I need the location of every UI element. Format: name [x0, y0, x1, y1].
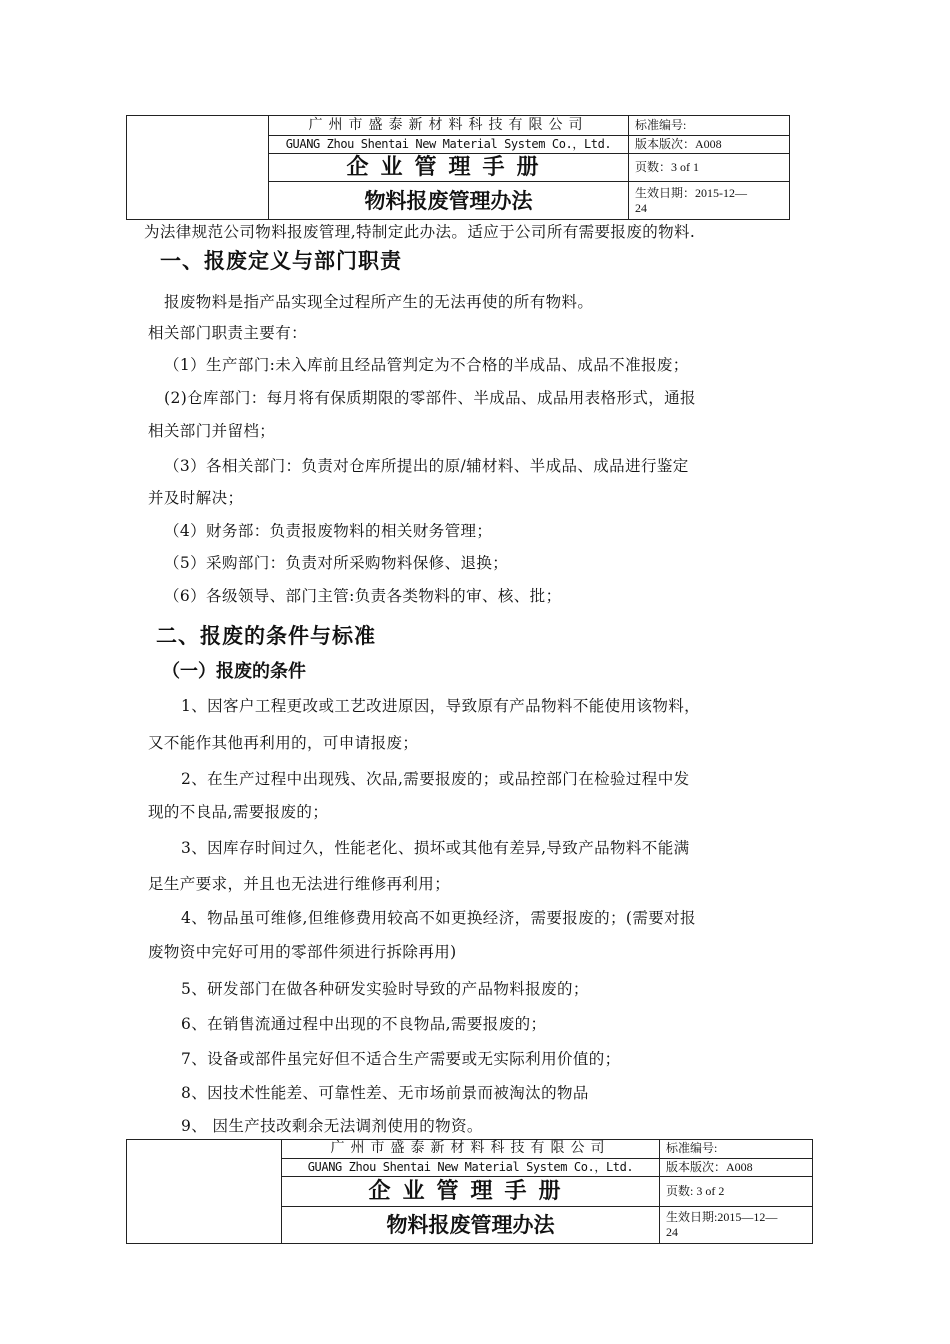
company-name-en: GUANG Zhou Shentai New Material System Co.，Ltd.	[269, 136, 629, 154]
header-table-bottom	[126, 1139, 813, 1244]
condition-4: 4、物品虽可维修,但维修费用较高不如更换经济，需要报废的；(需要对报	[181, 909, 696, 927]
condition-4-cont: 废物资中完好可用的零部件须进行拆除再用)	[148, 943, 457, 961]
page-count: 页数: 3 of 2	[660, 1177, 813, 1207]
duty-item-4: （4）财务部：负责报废物料的相关财务管理；	[164, 522, 493, 540]
duty-item-3: （3）各相关部门：负责对仓库所提出的原/辅材料、半成品、成品进行鉴定	[164, 457, 689, 475]
condition-2: 2、在生产过程中出现残、次品,需要报废的；或品控部门在检验过程中发	[181, 770, 690, 788]
condition-1-cont: 又不能作其他再利用的，可申请报废；	[148, 734, 419, 752]
condition-3-cont: 足生产要求，并且也无法进行维修再利用；	[148, 875, 451, 893]
condition-8: 8、因技术性能差、可靠性差、无市场前景而被淘汰的物品	[181, 1084, 589, 1102]
company-name-cn: 广州市盛泰新材料科技有限公司	[282, 1140, 660, 1159]
effective-date: 生效日期:2015—12— 24	[660, 1207, 813, 1244]
header-table-top	[126, 115, 790, 220]
effective-date: 生效日期：2015-12— 24	[629, 182, 790, 220]
condition-5: 5、研发部门在做各种研发实验时导致的产品物料报废的；	[181, 980, 589, 998]
duties-lead: 相关部门职责主要有：	[148, 324, 308, 342]
definition-text: 报废物料是指产品实现全过程所产生的无法再使的所有物料。	[164, 293, 594, 311]
duty-item-6: （6）各级领导、部门主管:负责各类物料的审、核、批；	[164, 587, 562, 605]
company-name-cn: 广州市盛泰新材料科技有限公司	[269, 116, 629, 136]
duty-item-3-cont: 并及时解决；	[148, 489, 244, 507]
company-name-en: GUANG Zhou Shentai New Material System Co.，Ltd.	[282, 1159, 660, 1177]
condition-6: 6、在销售流通过程中出现的不良物品,需要报废的；	[181, 1015, 547, 1033]
duty-item-5: （5）采购部门：负责对所采购物料保修、退换；	[164, 554, 509, 572]
version: 版本版次：A008	[660, 1159, 813, 1177]
condition-7: 7、设备或部件虽完好但不适合生产需要或无实际利用价值的；	[181, 1050, 621, 1068]
page-count: 页数：3 of 1	[629, 154, 790, 182]
standard-number: 标准编号:	[660, 1140, 813, 1159]
subsection-heading: （一）报废的条件	[162, 661, 306, 682]
logo-cell	[127, 1140, 282, 1244]
intro-text: 为法律规范公司物料报废管理,特制定此办法。适应于公司所有需要报废的物料.	[144, 223, 696, 241]
condition-3: 3、因库存时间过久，性能老化、损坏或其他有差异,导致产品物料不能满	[181, 839, 690, 857]
standard-number: 标准编号:	[629, 116, 790, 136]
manual-title: 企业管理手册	[282, 1177, 660, 1207]
document-title: 物料报废管理办法	[269, 182, 629, 220]
condition-9: 9、 因生产技改剩余无法调剂使用的物资。	[181, 1117, 483, 1135]
manual-title: 企业管理手册	[269, 154, 629, 182]
section2-heading: 二、报废的条件与标准	[156, 624, 376, 648]
duty-item-1: （1）生产部门:未入库前且经品管判定为不合格的半成品、成品不准报废；	[164, 356, 689, 374]
duty-item-2-cont: 相关部门并留档；	[148, 422, 276, 440]
condition-2-cont: 现的不良品,需要报废的；	[148, 803, 329, 821]
version: 版本版次：A008	[629, 136, 790, 154]
logo-cell	[127, 116, 269, 220]
duty-item-2: (2)仓库部门：每月将有保质期限的零部件、半成品、成品用表格形式，通报	[164, 389, 696, 407]
condition-1: 1、因客户工程更改或工艺改进原因，导致原有产品物料不能使用该物料，	[181, 697, 701, 715]
section1-heading: 一、报废定义与部门职责	[160, 249, 402, 273]
document-title: 物料报废管理办法	[282, 1207, 660, 1244]
